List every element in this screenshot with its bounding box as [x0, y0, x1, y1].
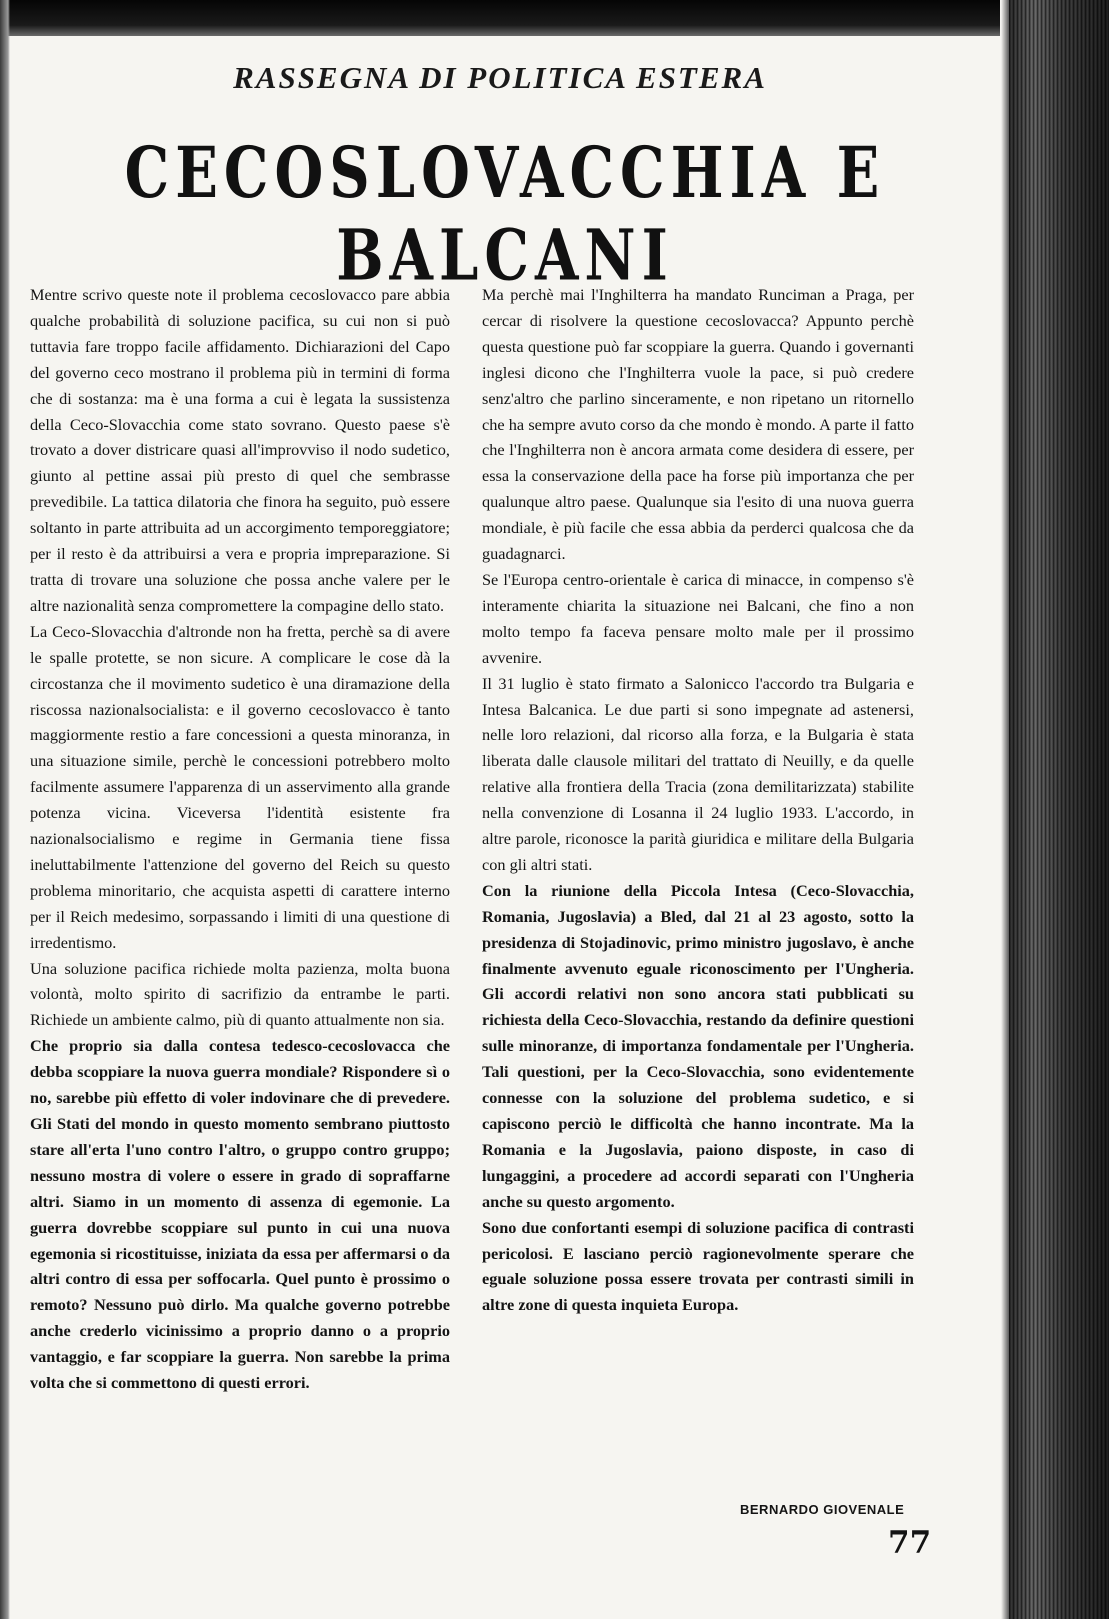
section-rubric: RASSEGNA DI POLITICA ESTERA [233, 60, 767, 95]
paragraph: Una soluzione pacifica richiede molta pazienza, molta buona volontà, molto spirito di sacrifizio da entrambe le parti. Richiede un ambiente calmo, più di quanto attualmente non sia. [30, 958, 450, 1030]
book-page-edges [1009, 0, 1109, 1619]
scan-left-shadow [0, 0, 10, 1619]
paragraph: Ma perchè mai l'Inghilterra ha mandato Runciman a Praga, per cercar di risolvere la questione cecoslovacca? Appunto perchè questa questione può far scoppiare la guerra. Quando i governanti inglesi dicono che l'Inghilterra vuole la pace, si può credere senz'altro che parlino sinceramente, e non ripetano un ritornello che ha sempre avuto corso da che mondo è mondo. A parte il fatto che l'Inghilterra non è ancora armata come desidera di essere, per essa la conservazione della pace ha forse più importanza che per qualunque altro paese. Qualunque sia l'esito di una nuova guerra mondiale, è più facile che essa abbia da perderci qualcosa che da guadagnarci. [482, 285, 914, 564]
paragraph: La Ceco-Slovacchia d'altronde non ha fretta, perchè sa di avere le spalle protette, se non sicure. A complicare le cose dà la circostanza che il movimento sudetico è una diramazione della riscossa nazionalsocialista: e il governo cecoslovacco è tanto maggiormente restio a fare concessioni a questa minoranza, in una situazione simile, perchè le concessioni potrebbero molto facilmente assumere l'apparenza di un asservimento alla grande potenza vicina. Viceversa l'identità esistente fra nazionalsocialismo e regime in Germania tiene fissa ineluttabilmente l'attenzione del governo del Reich su questo problema minoritario, che acquista aspetti di carattere interno per il Reich medesimo, sorpassando i limiti di una questione di irredentismo. [30, 621, 450, 952]
paragraph: Se l'Europa centro-orientale è carica di minacce, in compenso s'è interamente chiarita la situazione nei Balcani, che fino a non molto tempo fa faceva pensare molto male per il prossimo avvenire. [482, 569, 914, 667]
paragraph: Con la riunione della Piccola Intesa (Ceco-Slovacchia, Romania, Jugoslavia) a Bled, dal 21 al 23 agosto, sotto la presidenza di Stojadinovic, primo ministro jugoslavo, è anche finalmente avvenuto eguale riconoscimento per l'Ungheria. Gli accordi relativi non sono ancora stati pubblicati su richiesta della Ceco-Slovacchia, restando da definire questioni sulle minoranze, di importanza fondamentale per l'Ungheria. Tali questioni, per la Ceco-Slovacchia, sono evidentemente connesse con la soluzione del problema sudetico, e si capiscono perciò le difficoltà che hanno incontrate. Ma la Romania e la Jugoslavia, paiono disposte, in caso di lungaggini, a procedere ad accordi separati con l'Ungheria anche su questo argomento. [482, 880, 914, 1211]
paragraph: Mentre scrivo queste note il problema cecoslovacco pare abbia qualche probabilità di soluzione pacifica, su cui non si può tuttavia fare troppo facile affidamento. Dichiarazioni del Capo del governo ceco mostrano il problema più in termini di forma che di sostanza: ma è una forma a cui è legata la sussistenza della Ceco-Slovacchia come stato sovrano. Questo paese s'è trovato a dover districare quasi all'improvviso il nodo sudetico, giunto al pettine assai più presto di quel che sembrasse prevedibile. La tattica dilatoria che finora ha seguito, può essere soltanto in parte attribuita ad un accorgimento temporeggiatore; per il resto è da attribuirsi a vera e propria impreparazione. Si tratta di trovare una soluzione che possa anche valere per le altre nazionalità senza compromettere la compagine dello stato. [30, 285, 450, 615]
page-number: 77 [888, 1525, 932, 1561]
paragraph: Il 31 luglio è stato firmato a Salonicco l'accordo tra Bulgaria e Intesa Balcanica. Le due parti si sono impegnate ad astenersi, nelle loro relazioni, dal ricorso alla forza, e la Bulgaria è stata liberata dalle clausole militari del trattato di Neuilly, e da quelle relative alla frontiera della Tracia (zona demilitarizzata) stabilite nella convenzione di Losanna il 24 luglio 1933. L'accordo, in altre parole, riconosce la parità giuridica e militare della Bulgaria con gli altri stati. [482, 673, 914, 874]
book-spine-edge [1001, 0, 1009, 1619]
scan-top-shadow [0, 0, 1000, 36]
article-left-column [30, 282, 450, 1396]
author-signature: BERNARDO GIOVENALE [740, 1502, 905, 1517]
article-right-column [482, 282, 914, 1318]
article-title: CECOSLOVACCHIA E BALCANI [124, 132, 886, 297]
paragraph: Che proprio sia dalla contesa tedesco-cecoslovacca che debba scoppiare la nuova guerra mondiale? Rispondere sì o no, sarebbe più effetto di voler indovinare che di prevedere. Gli Stati del mondo in questo momento sembrano piuttosto stare all'erta l'uno contro l'altro, o gruppo contro gruppo; nessuno mostra di volere o essere in grado di sopraffarne altri. Siamo in un momento di assenza di egemonie. La guerra dovrebbe scoppiare sul punto in cui una nuova egemonia si ricostituisse, iniziata da essa per affermarsi o da altri contro di essa per soffocarla. Quel punto è prossimo o remoto? Nessuno può dirlo. Ma qualche governo potrebbe anche crederlo vicinissimo a proprio danno o a proprio vantaggio, e far scoppiare la guerra. Non sarebbe la prima volta che si commettono di questi errori. [30, 1036, 450, 1393]
paragraph: Sono due confortanti esempi di soluzione pacifica di contrasti pericolosi. E lasciano perciò ragionevolmente sperare che eguale soluzione possa essere trovata per contrasti simili in altre zone di questa inquieta Europa. [482, 1217, 914, 1315]
